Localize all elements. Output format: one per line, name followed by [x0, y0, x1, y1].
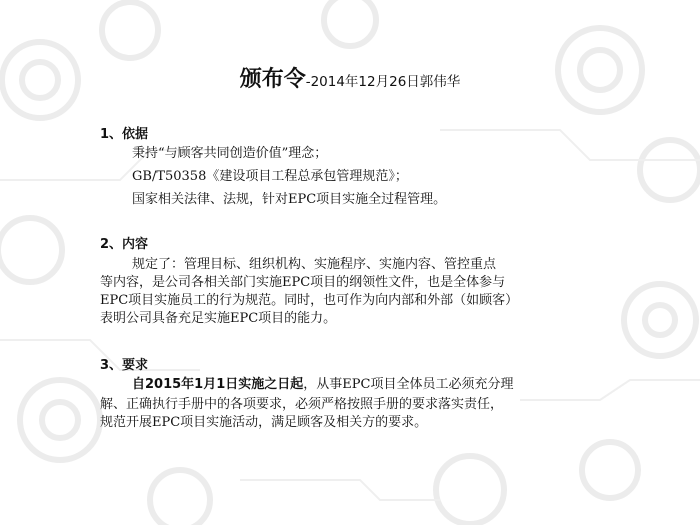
page-title	[0, 62, 700, 93]
section-3-line: 解、正确执行手册中的各项要求，必须严格按照手册的要求落实责任，	[100, 397, 504, 412]
section-2-heading: 2、内容	[100, 237, 149, 252]
section-2-line: 等内容，是公司各相关部门实施EPC项目的纲领性文件，也是全体参与	[100, 275, 506, 290]
section-1-line: GB/T50358《建设项目工程总承包管理规范》；	[132, 169, 408, 184]
section-1-line: 国家相关法律、法规，针对EPC项目实施全过程管理。	[132, 192, 447, 207]
section-1-heading: 1、依据	[100, 127, 149, 142]
section-1-line: 秉持“与顾客共同创造价值”理念；	[132, 146, 328, 161]
title-subtitle: -2014年12月26日郭伟华	[305, 74, 461, 90]
section-2-line: EPC项目实施员工的行为规范。同时，也可作为向内部和外部（如顾客）	[100, 293, 519, 308]
section-3-heading: 3、要求	[100, 358, 149, 373]
section-3-bold-lead: 自2015年1月1日实施之日起	[132, 377, 304, 392]
section-3-line: 规范开展EPC项目实施活动，满足顾客及相关方的要求。	[100, 415, 428, 430]
section-3-lead-rest: ，从事EPC项目全体员工必须充分理	[303, 377, 514, 392]
section-2-line: 表明公司具备充足实施EPC项目的能力。	[100, 311, 337, 326]
section-2-line: 规定了：管理目标、组织机构、实施程序、实施内容、管控重点	[132, 257, 497, 272]
section-3-lead-line	[132, 376, 513, 394]
title-main: 颁布令	[239, 67, 306, 92]
